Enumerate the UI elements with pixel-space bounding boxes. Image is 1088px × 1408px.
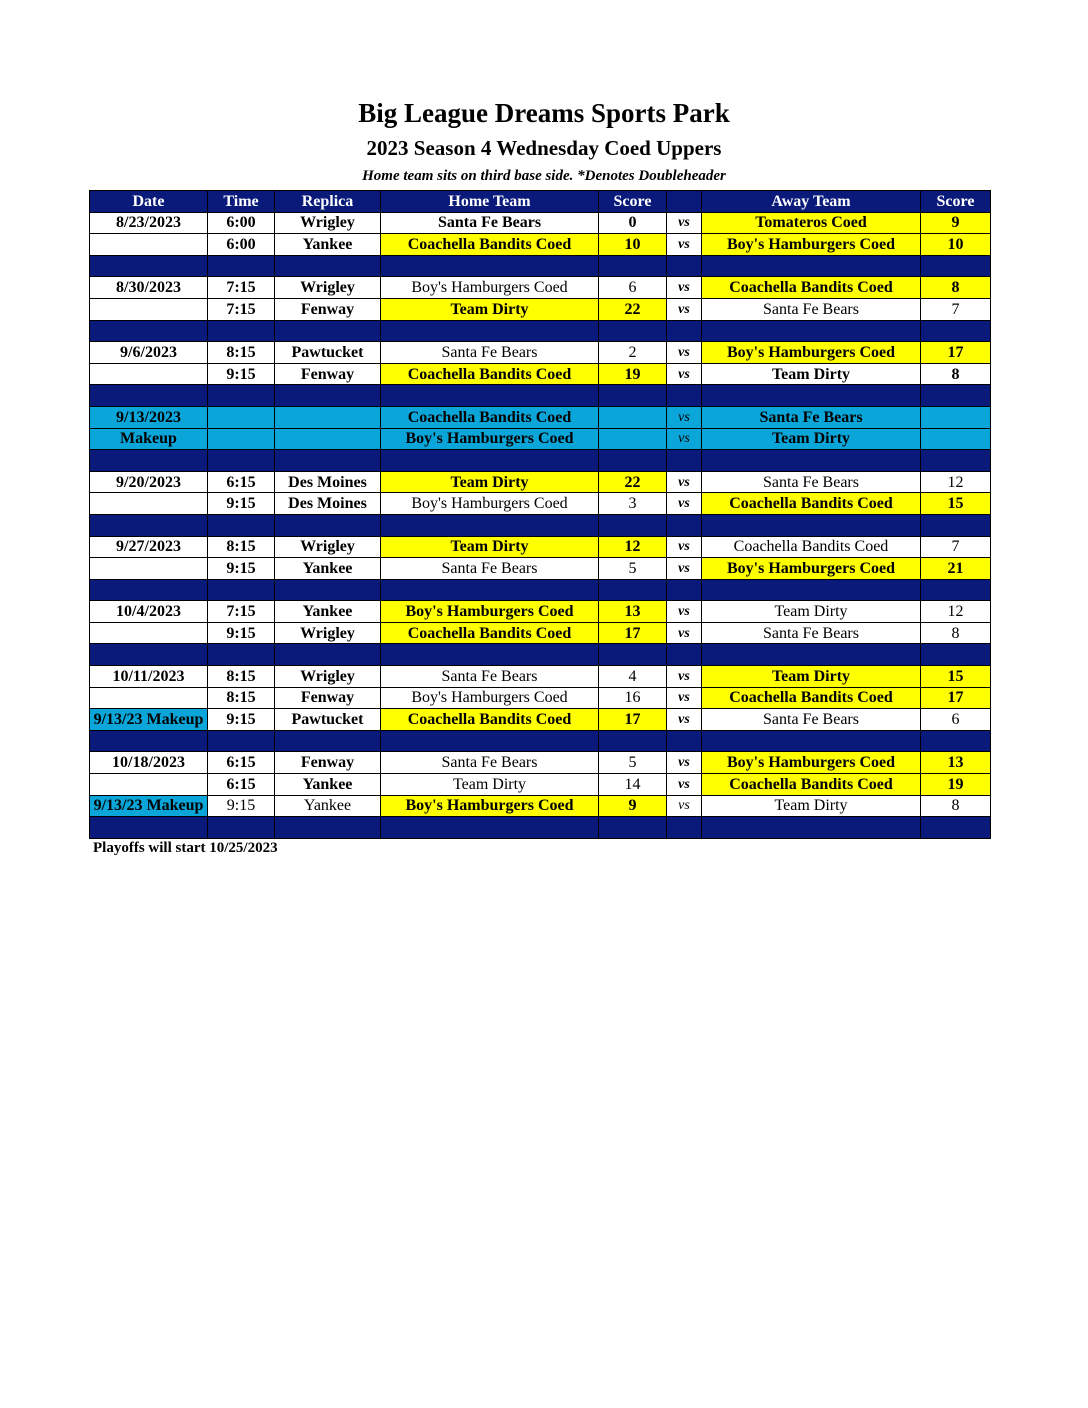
vs-label: vs — [667, 428, 702, 450]
home-score: 10 — [599, 234, 667, 256]
away-score: 10 — [921, 234, 991, 256]
away-team: Santa Fe Bears — [702, 622, 921, 644]
game-row — [90, 601, 991, 623]
game-date — [90, 687, 208, 709]
home-team: Boy's Hamburgers Coed — [381, 277, 599, 299]
game-time: 6:00 — [208, 234, 275, 256]
game-replica: Wrigley — [275, 666, 381, 688]
game-replica: Wrigley — [275, 622, 381, 644]
game-date: 9/13/23 Makeup — [90, 795, 208, 817]
home-team: Coachella Bandits Coed — [381, 363, 599, 385]
game-row — [90, 342, 991, 364]
week-separator — [90, 730, 991, 752]
game-date — [90, 622, 208, 644]
home-team: Boy's Hamburgers Coed — [381, 428, 599, 450]
vs-label: vs — [667, 493, 702, 515]
game-time — [208, 406, 275, 428]
game-row — [90, 234, 991, 256]
home-score — [599, 406, 667, 428]
home-team: Coachella Bandits Coed — [381, 406, 599, 428]
schedule-note: Home team sits on third base side. *Denotes Doubleheader — [362, 168, 726, 184]
schedule-table — [89, 190, 991, 839]
week-separator — [90, 255, 991, 277]
game-replica: Yankee — [275, 774, 381, 796]
vs-label: vs — [667, 709, 702, 731]
game-time: 6:15 — [208, 774, 275, 796]
away-team: Boy's Hamburgers Coed — [702, 234, 921, 256]
game-date: 9/13/23 Makeup — [90, 709, 208, 731]
week-separator — [90, 514, 991, 536]
game-row — [90, 558, 991, 580]
game-row — [90, 795, 991, 817]
vs-label: vs — [667, 752, 702, 774]
home-team: Team Dirty — [381, 471, 599, 493]
away-team: Coachella Bandits Coed — [702, 277, 921, 299]
away-team: Coachella Bandits Coed — [702, 536, 921, 558]
game-date: 9/27/2023 — [90, 536, 208, 558]
game-row — [90, 298, 991, 320]
game-date — [90, 558, 208, 580]
game-replica: Pawtucket — [275, 709, 381, 731]
home-score: 2 — [599, 342, 667, 364]
away-team: Tomateros Coed — [702, 212, 921, 234]
game-date: 9/13/2023 — [90, 406, 208, 428]
home-team: Boy's Hamburgers Coed — [381, 493, 599, 515]
away-score: 8 — [921, 363, 991, 385]
header-home-team: Home Team — [381, 191, 599, 213]
home-score: 19 — [599, 363, 667, 385]
away-score: 17 — [921, 342, 991, 364]
game-replica: Yankee — [275, 234, 381, 256]
away-team: Team Dirty — [702, 795, 921, 817]
game-row — [90, 752, 991, 774]
away-score: 15 — [921, 493, 991, 515]
away-team: Coachella Bandits Coed — [702, 493, 921, 515]
away-score: 13 — [921, 752, 991, 774]
game-time: 6:15 — [208, 471, 275, 493]
away-score: 8 — [921, 622, 991, 644]
game-time: 8:15 — [208, 687, 275, 709]
postponed-row — [90, 406, 991, 428]
header-home-score: Score — [599, 191, 667, 213]
game-time: 9:15 — [208, 709, 275, 731]
home-team: Santa Fe Bears — [381, 666, 599, 688]
game-replica: Fenway — [275, 363, 381, 385]
game-row — [90, 536, 991, 558]
home-team: Team Dirty — [381, 774, 599, 796]
home-team: Santa Fe Bears — [381, 558, 599, 580]
game-row — [90, 493, 991, 515]
vs-label: vs — [667, 277, 702, 299]
header-replica: Replica — [275, 191, 381, 213]
game-time: 7:15 — [208, 298, 275, 320]
game-time: 9:15 — [208, 493, 275, 515]
game-date: 10/11/2023 — [90, 666, 208, 688]
away-score — [921, 428, 991, 450]
game-row — [90, 212, 991, 234]
game-date — [90, 234, 208, 256]
home-team: Team Dirty — [381, 536, 599, 558]
away-team: Santa Fe Bears — [702, 471, 921, 493]
week-separator — [90, 450, 991, 472]
home-score: 3 — [599, 493, 667, 515]
home-score: 0 — [599, 212, 667, 234]
page-subtitle: 2023 Season 4 Wednesday Coed Uppers — [366, 136, 722, 160]
away-score: 19 — [921, 774, 991, 796]
away-team: Team Dirty — [702, 363, 921, 385]
game-replica: Wrigley — [275, 212, 381, 234]
home-team: Coachella Bandits Coed — [381, 622, 599, 644]
away-score: 12 — [921, 471, 991, 493]
page-title: Big League Dreams Sports Park — [358, 98, 730, 128]
game-replica: Wrigley — [275, 536, 381, 558]
home-team: Santa Fe Bears — [381, 752, 599, 774]
game-time: 7:15 — [208, 601, 275, 623]
header-time: Time — [208, 191, 275, 213]
away-team: Team Dirty — [702, 428, 921, 450]
game-date: 8/23/2023 — [90, 212, 208, 234]
home-score: 22 — [599, 471, 667, 493]
game-date — [90, 493, 208, 515]
vs-label: vs — [667, 601, 702, 623]
away-team: Team Dirty — [702, 666, 921, 688]
game-date: 9/20/2023 — [90, 471, 208, 493]
away-team: Coachella Bandits Coed — [702, 687, 921, 709]
home-team: Boy's Hamburgers Coed — [381, 601, 599, 623]
away-score: 7 — [921, 298, 991, 320]
game-replica: Yankee — [275, 601, 381, 623]
vs-label: vs — [667, 687, 702, 709]
week-separator — [90, 644, 991, 666]
header-row — [90, 191, 991, 213]
header-vs — [667, 191, 702, 213]
home-score: 22 — [599, 298, 667, 320]
home-score: 6 — [599, 277, 667, 299]
vs-label: vs — [667, 558, 702, 580]
away-score: 15 — [921, 666, 991, 688]
vs-label: vs — [667, 363, 702, 385]
playoffs-note: Playoffs will start 10/25/2023 — [93, 840, 278, 856]
game-replica: Yankee — [275, 795, 381, 817]
vs-label: vs — [667, 622, 702, 644]
home-team: Santa Fe Bears — [381, 342, 599, 364]
game-replica: Des Moines — [275, 471, 381, 493]
vs-label: vs — [667, 774, 702, 796]
game-date: 9/6/2023 — [90, 342, 208, 364]
game-time: 8:15 — [208, 536, 275, 558]
away-score: 12 — [921, 601, 991, 623]
game-replica: Fenway — [275, 298, 381, 320]
away-score: 21 — [921, 558, 991, 580]
game-replica: Fenway — [275, 752, 381, 774]
game-row — [90, 277, 991, 299]
game-row — [90, 774, 991, 796]
header-away-score: Score — [921, 191, 991, 213]
vs-label: vs — [667, 795, 702, 817]
game-row — [90, 666, 991, 688]
game-row — [90, 471, 991, 493]
away-team: Boy's Hamburgers Coed — [702, 752, 921, 774]
away-score: 6 — [921, 709, 991, 731]
postponed-row — [90, 428, 991, 450]
game-date: Makeup — [90, 428, 208, 450]
home-team: Coachella Bandits Coed — [381, 234, 599, 256]
week-separator — [90, 385, 991, 407]
away-team: Coachella Bandits Coed — [702, 774, 921, 796]
week-separator — [90, 320, 991, 342]
header-away-team: Away Team — [702, 191, 921, 213]
vs-label: vs — [667, 406, 702, 428]
game-date: 10/4/2023 — [90, 601, 208, 623]
home-team: Team Dirty — [381, 298, 599, 320]
vs-label: vs — [667, 471, 702, 493]
home-score: 14 — [599, 774, 667, 796]
game-date — [90, 363, 208, 385]
away-team: Boy's Hamburgers Coed — [702, 558, 921, 580]
game-time: 9:15 — [208, 363, 275, 385]
game-date — [90, 774, 208, 796]
home-score — [599, 428, 667, 450]
game-replica — [275, 406, 381, 428]
home-score: 12 — [599, 536, 667, 558]
game-time: 6:15 — [208, 752, 275, 774]
home-score: 4 — [599, 666, 667, 688]
game-row — [90, 687, 991, 709]
away-score: 9 — [921, 212, 991, 234]
game-replica: Fenway — [275, 687, 381, 709]
game-row — [90, 709, 991, 731]
home-score: 17 — [599, 622, 667, 644]
away-score: 17 — [921, 687, 991, 709]
away-score: 8 — [921, 277, 991, 299]
vs-label: vs — [667, 666, 702, 688]
home-team: Santa Fe Bears — [381, 212, 599, 234]
game-row — [90, 622, 991, 644]
away-team: Santa Fe Bears — [702, 406, 921, 428]
away-team: Boy's Hamburgers Coed — [702, 342, 921, 364]
away-team: Santa Fe Bears — [702, 298, 921, 320]
game-date — [90, 298, 208, 320]
home-team: Coachella Bandits Coed — [381, 709, 599, 731]
away-score — [921, 406, 991, 428]
game-date: 10/18/2023 — [90, 752, 208, 774]
game-time: 7:15 — [208, 277, 275, 299]
vs-label: vs — [667, 342, 702, 364]
away-team: Team Dirty — [702, 601, 921, 623]
week-separator — [90, 817, 991, 839]
home-score: 5 — [599, 558, 667, 580]
away-score: 8 — [921, 795, 991, 817]
game-row — [90, 363, 991, 385]
away-team: Santa Fe Bears — [702, 709, 921, 731]
game-time: 8:15 — [208, 342, 275, 364]
game-replica: Yankee — [275, 558, 381, 580]
home-team: Boy's Hamburgers Coed — [381, 687, 599, 709]
away-score: 7 — [921, 536, 991, 558]
home-score: 17 — [599, 709, 667, 731]
vs-label: vs — [667, 234, 702, 256]
home-score: 9 — [599, 795, 667, 817]
game-replica: Des Moines — [275, 493, 381, 515]
game-replica: Wrigley — [275, 277, 381, 299]
home-score: 13 — [599, 601, 667, 623]
vs-label: vs — [667, 212, 702, 234]
game-time — [208, 428, 275, 450]
game-time: 9:15 — [208, 558, 275, 580]
home-score: 16 — [599, 687, 667, 709]
game-time: 8:15 — [208, 666, 275, 688]
game-date: 8/30/2023 — [90, 277, 208, 299]
game-replica — [275, 428, 381, 450]
game-time: 9:15 — [208, 622, 275, 644]
vs-label: vs — [667, 536, 702, 558]
vs-label: vs — [667, 298, 702, 320]
home-team: Boy's Hamburgers Coed — [381, 795, 599, 817]
game-time: 6:00 — [208, 212, 275, 234]
home-score: 5 — [599, 752, 667, 774]
game-time: 9:15 — [208, 795, 275, 817]
week-separator — [90, 579, 991, 601]
header-date: Date — [90, 191, 208, 213]
game-replica: Pawtucket — [275, 342, 381, 364]
